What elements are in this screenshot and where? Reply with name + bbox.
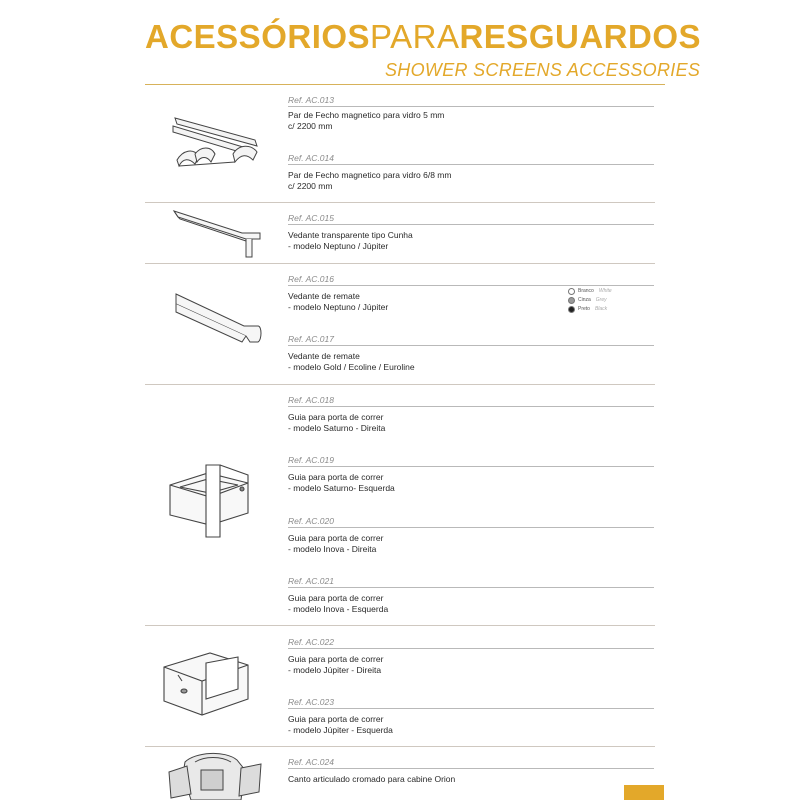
desc-line: - modelo Neptuno / Júpiter — [288, 302, 389, 312]
item-ac021-desc — [288, 593, 388, 615]
desc-line: Par de Fecho magnetico para vidro 6/8 mm — [288, 170, 452, 180]
desc-line: c/ 2200 mm — [288, 121, 333, 131]
title-part-3: RESGUARDOS — [459, 18, 701, 55]
legend-item — [568, 305, 612, 314]
legend-item — [568, 296, 612, 305]
desc-line: - modelo Saturno - Direita — [288, 423, 386, 433]
ref-ac016: Ref. AC.016 — [288, 274, 654, 286]
legend-label: Preto — [578, 306, 590, 312]
ref-ac018: Ref. AC.018 — [288, 395, 654, 407]
item-ac013-desc — [288, 110, 444, 132]
desc-line: Guia para porta de correr — [288, 593, 384, 603]
desc-line: Par de Fecho magnetico para vidro 5 mm — [288, 110, 445, 120]
ref-ac020: Ref. AC.020 — [288, 516, 654, 528]
desc-line: Vedante transparente tipo Cunha — [288, 230, 413, 240]
ref-ac015: Ref. AC.015 — [288, 213, 654, 225]
color-legend — [568, 287, 612, 314]
desc-line: Vedante de remate — [288, 291, 360, 301]
desc-line: - modelo Neptuno / Júpiter — [288, 241, 389, 251]
section-divider — [145, 263, 655, 264]
magnetic-closure-profile-icon — [165, 110, 265, 180]
legend-label-en: Black — [594, 306, 608, 312]
item-ac017-desc — [288, 351, 415, 373]
top-divider — [145, 84, 665, 85]
desc-line: Guia para porta de correr — [288, 714, 384, 724]
finishing-seal-profile-icon — [170, 290, 265, 350]
section-divider — [145, 746, 655, 747]
accent-tab — [624, 785, 664, 800]
ref-ac024: Ref. AC.024 — [288, 757, 654, 769]
page-subtitle: SHOWER SCREENS ACCESSORIES — [385, 60, 701, 80]
section-divider — [145, 384, 655, 385]
page-title — [145, 18, 701, 56]
jupiter-sliding-guide-icon — [160, 645, 255, 720]
desc-line: Vedante de remate — [288, 351, 360, 361]
desc-line: - modelo Saturno- Esquerda — [288, 483, 395, 493]
desc-line: Guia para porta de correr — [288, 654, 384, 664]
desc-line: Guia para porta de correr — [288, 412, 384, 422]
desc-line: Guia para porta de correr — [288, 472, 384, 482]
ref-ac013: Ref. AC.013 — [288, 95, 654, 107]
ref-ac021: Ref. AC.021 — [288, 576, 654, 588]
desc-line: - modelo Gold / Ecoline / Euroline — [288, 362, 415, 372]
section-divider — [145, 202, 655, 203]
title-part-2: PARA — [370, 18, 460, 55]
item-ac023-desc — [288, 714, 393, 736]
legend-label-en: White — [598, 288, 612, 294]
section-divider — [145, 625, 655, 626]
legend-item — [568, 287, 612, 296]
title-part-1: ACESSÓRIOS — [145, 18, 371, 55]
item-ac024-desc — [288, 774, 455, 785]
item-ac018-desc — [288, 412, 385, 434]
item-ac020-desc — [288, 533, 383, 555]
desc-line: Canto articulado cromado para cabine Orion — [288, 774, 456, 784]
orion-corner-hinge-icon — [165, 750, 265, 800]
ref-ac019: Ref. AC.019 — [288, 455, 654, 467]
desc-line: - modelo Inova - Esquerda — [288, 604, 389, 614]
desc-line: - modelo Júpiter - Direita — [288, 665, 382, 675]
wedge-seal-profile-icon — [170, 205, 265, 260]
item-ac014-desc — [288, 170, 451, 192]
item-ac015-desc — [288, 230, 413, 252]
ref-ac022: Ref. AC.022 — [288, 637, 654, 649]
desc-line: - modelo Júpiter - Esquerda — [288, 725, 393, 735]
legend-label-en: Grey — [595, 297, 607, 303]
swatch-white — [568, 288, 575, 295]
ref-ac023: Ref. AC.023 — [288, 697, 654, 709]
swatch-black — [568, 306, 575, 313]
legend-label: Cinza — [578, 297, 591, 303]
desc-line: - modelo Inova - Direita — [288, 544, 377, 554]
ref-ac014: Ref. AC.014 — [288, 153, 654, 165]
item-ac016-desc — [288, 291, 388, 313]
saturno-sliding-guide-icon — [160, 463, 255, 543]
desc-line: Guia para porta de correr — [288, 533, 384, 543]
ref-ac017: Ref. AC.017 — [288, 334, 654, 346]
legend-label: Branco — [578, 288, 594, 294]
desc-line: c/ 2200 mm — [288, 181, 333, 191]
item-ac022-desc — [288, 654, 383, 676]
swatch-grey — [568, 297, 575, 304]
item-ac019-desc — [288, 472, 395, 494]
